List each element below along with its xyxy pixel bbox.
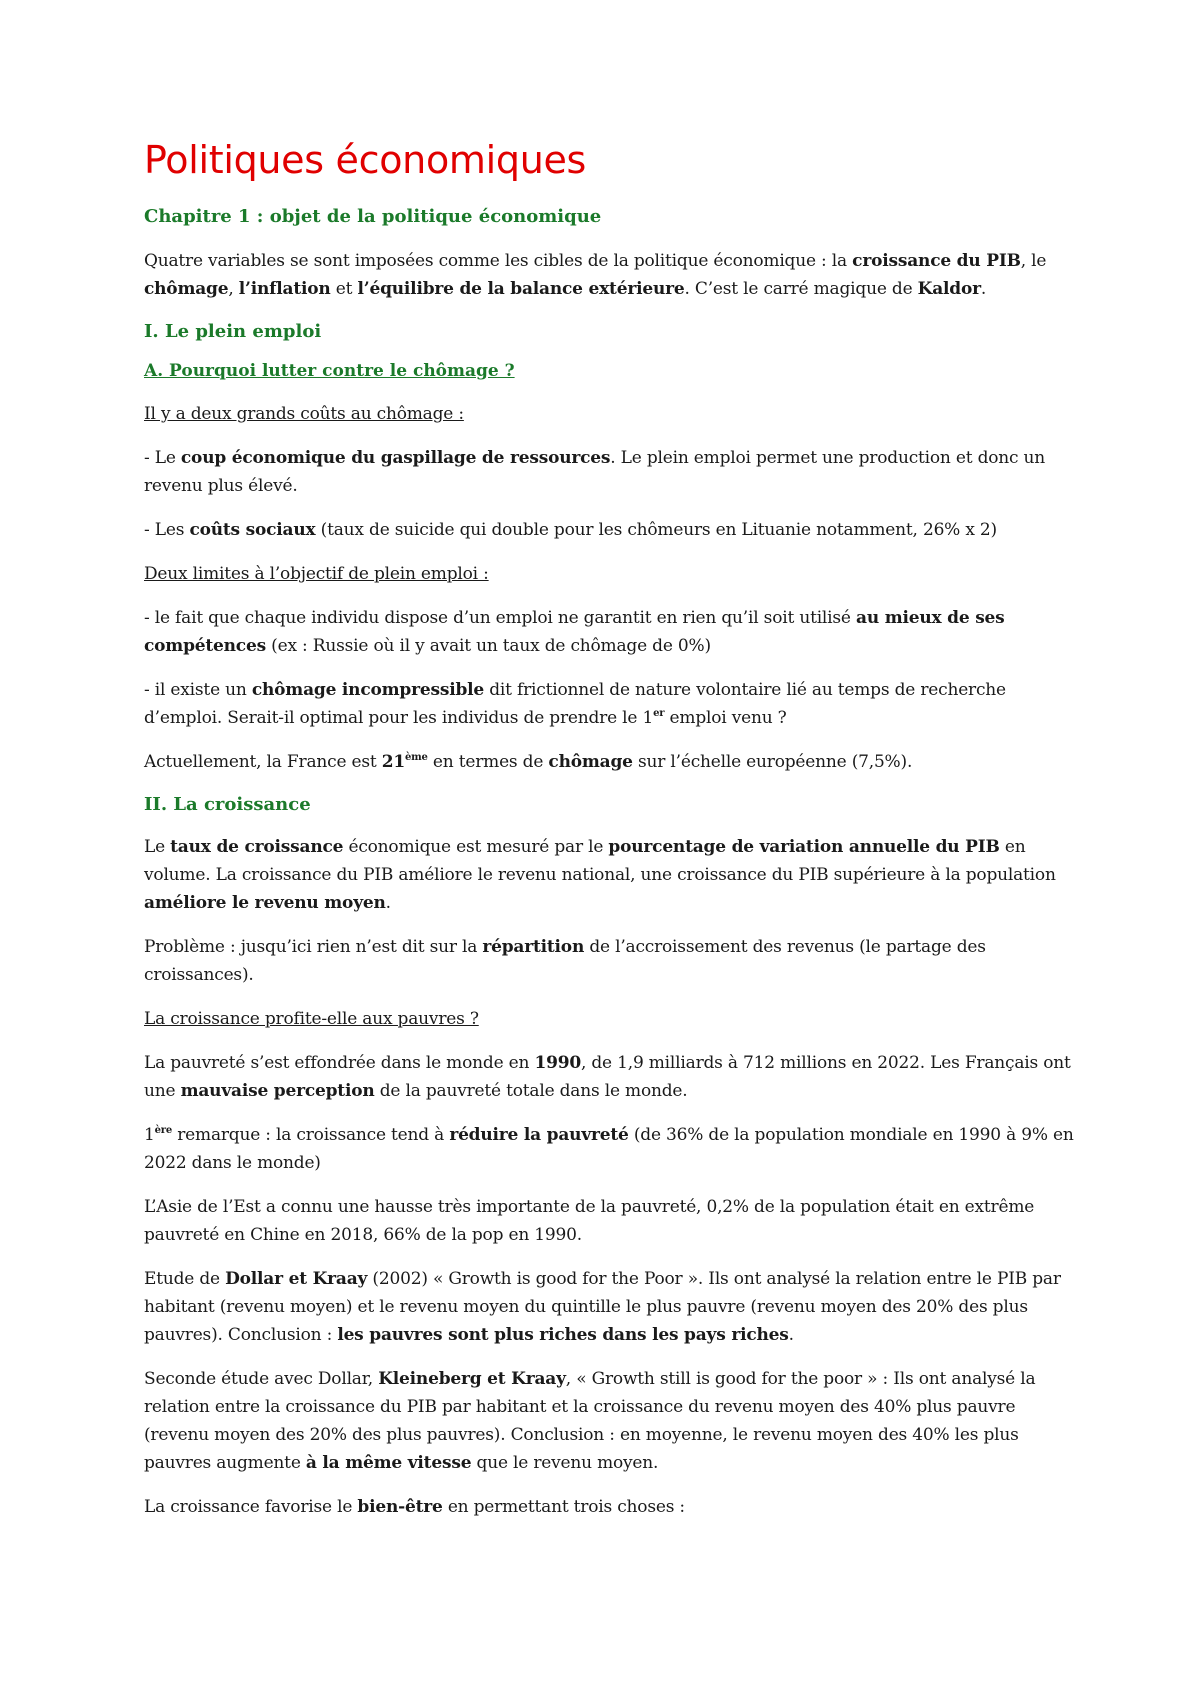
text-run: emploi venu ? [664,707,787,728]
paragraph-bien-etre [144,1493,1074,1521]
text-run: - le fait que chaque individu dispose d’un emploi ne garantit en rien qu’il soit utilisé [144,607,856,628]
underlined-label: La croissance profite-elle aux pauvres ? [144,1008,479,1029]
text-run: - Les [144,519,190,540]
subsection-heading-chomage: A. Pourquoi lutter contre le chômage ? [144,360,515,381]
bold-run: l’inflation [238,278,331,299]
text-run: de la pauvreté totale dans le monde. [374,1080,688,1101]
bold-run: croissance du PIB [852,250,1021,271]
intro-paragraph [144,247,1074,303]
underlined-label: Il y a deux grands coûts au chômage : [144,403,464,424]
paragraph-probleme-repartition [144,933,1074,989]
list-item-cout-economique [144,444,1074,500]
bold-run: pourcentage de variation annuelle du PIB [608,836,1000,857]
bold-run: réduire la pauvreté [449,1124,629,1145]
paragraph-pauvrete-monde [144,1049,1074,1105]
list-item-chomage-incompressible [144,676,1074,732]
list-item-limite-competences [144,604,1074,660]
text-run: économique est mesuré par le [343,836,609,857]
text-run: que le revenu moyen. [471,1452,659,1473]
bold-run: les pauvres sont plus riches dans les pays riches [337,1324,789,1345]
text-run: et [330,278,358,299]
text-run: . Le plein emploi permet une production et donc un revenu plus élevé. [144,447,1046,496]
bold-run: chômage [548,751,633,772]
bold-run: mauvaise perception [180,1080,375,1101]
bold-run: chômage [144,278,229,299]
text-run: remarque : la croissance tend à [172,1124,450,1145]
text-run: - il existe un [144,679,252,700]
text-run: , [228,278,239,299]
text-run: en permettant trois choses : [442,1496,685,1517]
text-run: Etude de [144,1268,226,1289]
text-run: . C’est le carré magique de [684,278,918,299]
text-run: en volume. La croissance du PIB améliore le revenu national, une croissance du PIB supérieure à la population [144,836,1056,885]
paragraph-dollar-kraay [144,1265,1074,1349]
text-run: Seconde étude avec Dollar, [144,1368,379,1389]
bold-run: coûts sociaux [189,519,316,540]
text-run: . [385,892,391,913]
paragraph-taux-croissance [144,833,1074,917]
bold-run: coup économique du gaspillage de ressources [180,447,611,468]
document-title: Politiques économiques [144,138,587,182]
bold-run: 1990 [534,1052,581,1073]
section-heading-croissance: II. La croissance [144,793,311,815]
bold-run: l’équilibre de la balance extérieure [357,278,685,299]
underlined-label: Deux limites à l’objectif de plein emploi : [144,563,489,584]
paragraph-asie-est [144,1193,1074,1249]
bold-run: au mieux de ses compétences [144,607,1005,656]
text-run: La croissance favorise le [144,1496,358,1517]
text-run: sur l’échelle européenne (7,5%). [632,751,913,772]
superscript: ère [154,1124,173,1136]
bold-run: taux de croissance [170,836,344,857]
bold-run: Dollar et Kraay [225,1268,368,1289]
bold-run: bien-être [357,1496,443,1517]
text-run: (2002) « Growth is good for the Poor ». Ils ont analysé la relation entre le PIB par habitant (revenu moyen) et le revenu moyen du quintille le plus pauvre (revenu moyen des 20% des plus pauvres). Conclusion : [144,1268,1061,1345]
text-run: L’Asie de l’Est a connu une hausse très importante de la pauvreté, 0,2% de la population était en extrême pauvreté en Chine en 2018, 66% de la pop en 1990. [144,1196,1035,1245]
document-page [144,138,1074,1537]
text-run: Actuellement, la France est [144,751,382,772]
paragraph-france-rang [144,748,1074,776]
text-run: de l’accroissement des revenus (le partage des croissances). [144,936,986,985]
bold-run: 21 [381,751,405,772]
bold-run: chômage incompressible [251,679,485,700]
text-run: , de 1,9 milliards à 712 millions en 2022. Les Français ont une [144,1052,1071,1101]
section-heading-plein-emploi: I. Le plein emploi [144,320,322,342]
text-run: . [788,1324,794,1345]
chapter-heading: Chapitre 1 : objet de la politique économique [144,205,602,227]
bold-run: Kaldor [917,278,981,299]
text-run: , le [1020,250,1047,271]
text-run: , « Growth still is good for the poor » : Ils ont analysé la relation entre la croissance du PIB par habitant et la croissance du revenu moyen des 40% plus pauvre (revenu moyen des 20% des plus pauvres). Conclusion : en moyenne, le revenu moyen des 40% les plus pauvres augmente [144,1368,1036,1473]
bold-run: à la même vitesse [305,1452,472,1473]
text-run: La pauvreté s’est effondrée dans le monde en [144,1052,535,1073]
bold-run: Kleineberg et Kraay [378,1368,566,1389]
text-run: (taux de suicide qui double pour les chômeurs en Lituanie notamment, 26% x 2) [315,519,997,540]
text-run: Le [144,836,171,857]
text-run: - Le [144,447,181,468]
bold-run: répartition [482,936,585,957]
text-run: Quatre variables se sont imposées comme les cibles de la politique économique : la [144,250,853,271]
text-run: (ex : Russie où il y avait un taux de chômage de 0%) [265,635,711,656]
text-run: (de 36% de la population mondiale en 1990 à 9% en 2022 dans le monde) [144,1124,1074,1173]
text-run: dit frictionnel de nature volontaire lié au temps de recherche d’emploi. Serait-il optimal pour les individus de prendre le 1 [144,679,1006,728]
list-item-couts-sociaux [144,516,1074,544]
superscript: ème [405,751,428,763]
text-run: Problème : jusqu’ici rien n’est dit sur la [144,936,483,957]
paragraph-seconde-etude [144,1365,1074,1477]
paragraph-premiere-remarque [144,1121,1074,1177]
text-run: . [980,278,987,299]
text-run: en termes de [427,751,549,772]
superscript: er [653,707,665,719]
bold-run: améliore le revenu moyen [144,892,386,913]
text-run: 1 [144,1124,155,1145]
